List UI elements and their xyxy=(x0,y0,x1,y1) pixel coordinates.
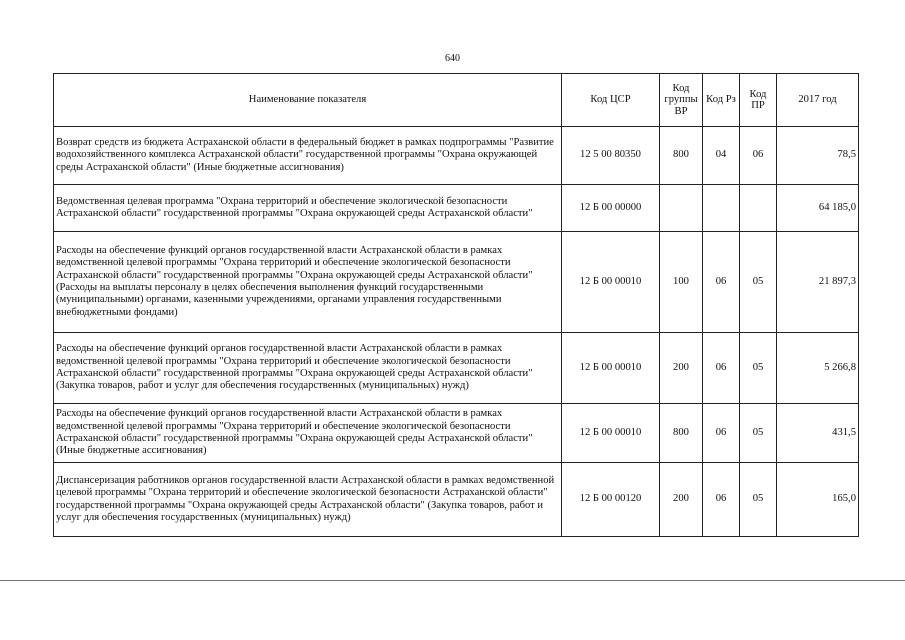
table-row xyxy=(54,232,859,333)
row-vr: 100 xyxy=(660,232,703,333)
row-rz: 06 xyxy=(703,232,740,333)
row-amount: 64 185,0 xyxy=(777,185,859,232)
table-row xyxy=(54,333,859,404)
row-vr: 200 xyxy=(660,463,703,537)
table-row xyxy=(54,127,859,185)
row-vr xyxy=(660,185,703,232)
row-vr: 800 xyxy=(660,127,703,185)
row-name: Расходы на обеспечение функций органов государственной власти Астраханской области в рамках ведомственной целевой программы "Охрана территорий и обеспечение экологической безопасности Астраханской области" государственной программы "Охрана окружающей среды Астраханской области" (Расходы на выплаты персоналу в целях обеспечения выполнения функций государственными (муниципальными) органами, казенными учреждениями, органами управления государственными внебюджетными фондами) xyxy=(54,232,562,333)
row-amount: 78,5 xyxy=(777,127,859,185)
row-pr xyxy=(740,185,777,232)
row-amount: 165,0 xyxy=(777,463,859,537)
row-rz xyxy=(703,185,740,232)
table-row xyxy=(54,185,859,232)
row-pr: 05 xyxy=(740,333,777,404)
row-csr: 12 Б 00 00000 xyxy=(562,185,660,232)
row-vr: 200 xyxy=(660,333,703,404)
header-year: 2017 год xyxy=(777,74,859,127)
row-rz: 06 xyxy=(703,463,740,537)
row-name: Ведомственная целевая программа "Охрана территорий и обеспечение экологической безопасности Астраханской области" государственной программы "Охрана окружающей среды Астраханской области" xyxy=(54,185,562,232)
budget-table xyxy=(53,73,859,537)
header-rz: Код Рз xyxy=(703,74,740,127)
row-amount: 5 266,8 xyxy=(777,333,859,404)
table-row xyxy=(54,404,859,463)
row-csr: 12 Б 00 00120 xyxy=(562,463,660,537)
row-amount: 431,5 xyxy=(777,404,859,463)
table-row xyxy=(54,463,859,537)
row-name: Диспансеризация работников органов государственной власти Астраханской области в рамках ведомственной целевой программы "Охрана территорий и обеспечение экологической безопасности Астраханской области" государственной программы "Охрана окружающей среды Астраханской области" (Закупка товаров, работ и услуг для обеспечения государственных (муниципальных) нужд) xyxy=(54,463,562,537)
row-csr: 12 5 00 80350 xyxy=(562,127,660,185)
row-rz: 06 xyxy=(703,333,740,404)
page-bottom-rule xyxy=(0,580,905,581)
row-name: Расходы на обеспечение функций органов государственной власти Астраханской области в рамках ведомственной целевой программы "Охрана территорий и обеспечение экологической безопасности Астраханской области" государственной программы "Охрана окружающей среды Астраханской области" (Закупка товаров, работ и услуг для обеспечения государственных (муниципальных) нужд) xyxy=(54,333,562,404)
row-rz: 06 xyxy=(703,404,740,463)
row-name: Возврат средств из бюджета Астраханской области в федеральный бюджет в рамках подпрограммы "Развитие водохозяйственного комплекса Астраханской области" государственной программы "Охрана окружающей среды Астраханской области" (Иные бюджетные ассигнования) xyxy=(54,127,562,185)
header-name: Наименование показателя xyxy=(54,74,562,127)
row-pr: 05 xyxy=(740,404,777,463)
row-csr: 12 Б 00 00010 xyxy=(562,232,660,333)
header-vr: Код группы ВР xyxy=(660,74,703,127)
row-pr: 05 xyxy=(740,463,777,537)
row-amount: 21 897,3 xyxy=(777,232,859,333)
row-csr: 12 Б 00 00010 xyxy=(562,333,660,404)
row-rz: 04 xyxy=(703,127,740,185)
header-csr: Код ЦСР xyxy=(562,74,660,127)
row-name: Расходы на обеспечение функций органов государственной власти Астраханской области в рамках ведомственной целевой программы "Охрана территорий и обеспечение экологической безопасности Астраханской области" государственной программы "Охрана окружающей среды Астраханской области" (Иные бюджетные ассигнования) xyxy=(54,404,562,463)
header-pr: Код ПР xyxy=(740,74,777,127)
row-pr: 06 xyxy=(740,127,777,185)
row-vr: 800 xyxy=(660,404,703,463)
row-csr: 12 Б 00 00010 xyxy=(562,404,660,463)
row-pr: 05 xyxy=(740,232,777,333)
page-number: 640 xyxy=(445,53,460,64)
table-header-row xyxy=(54,74,859,127)
